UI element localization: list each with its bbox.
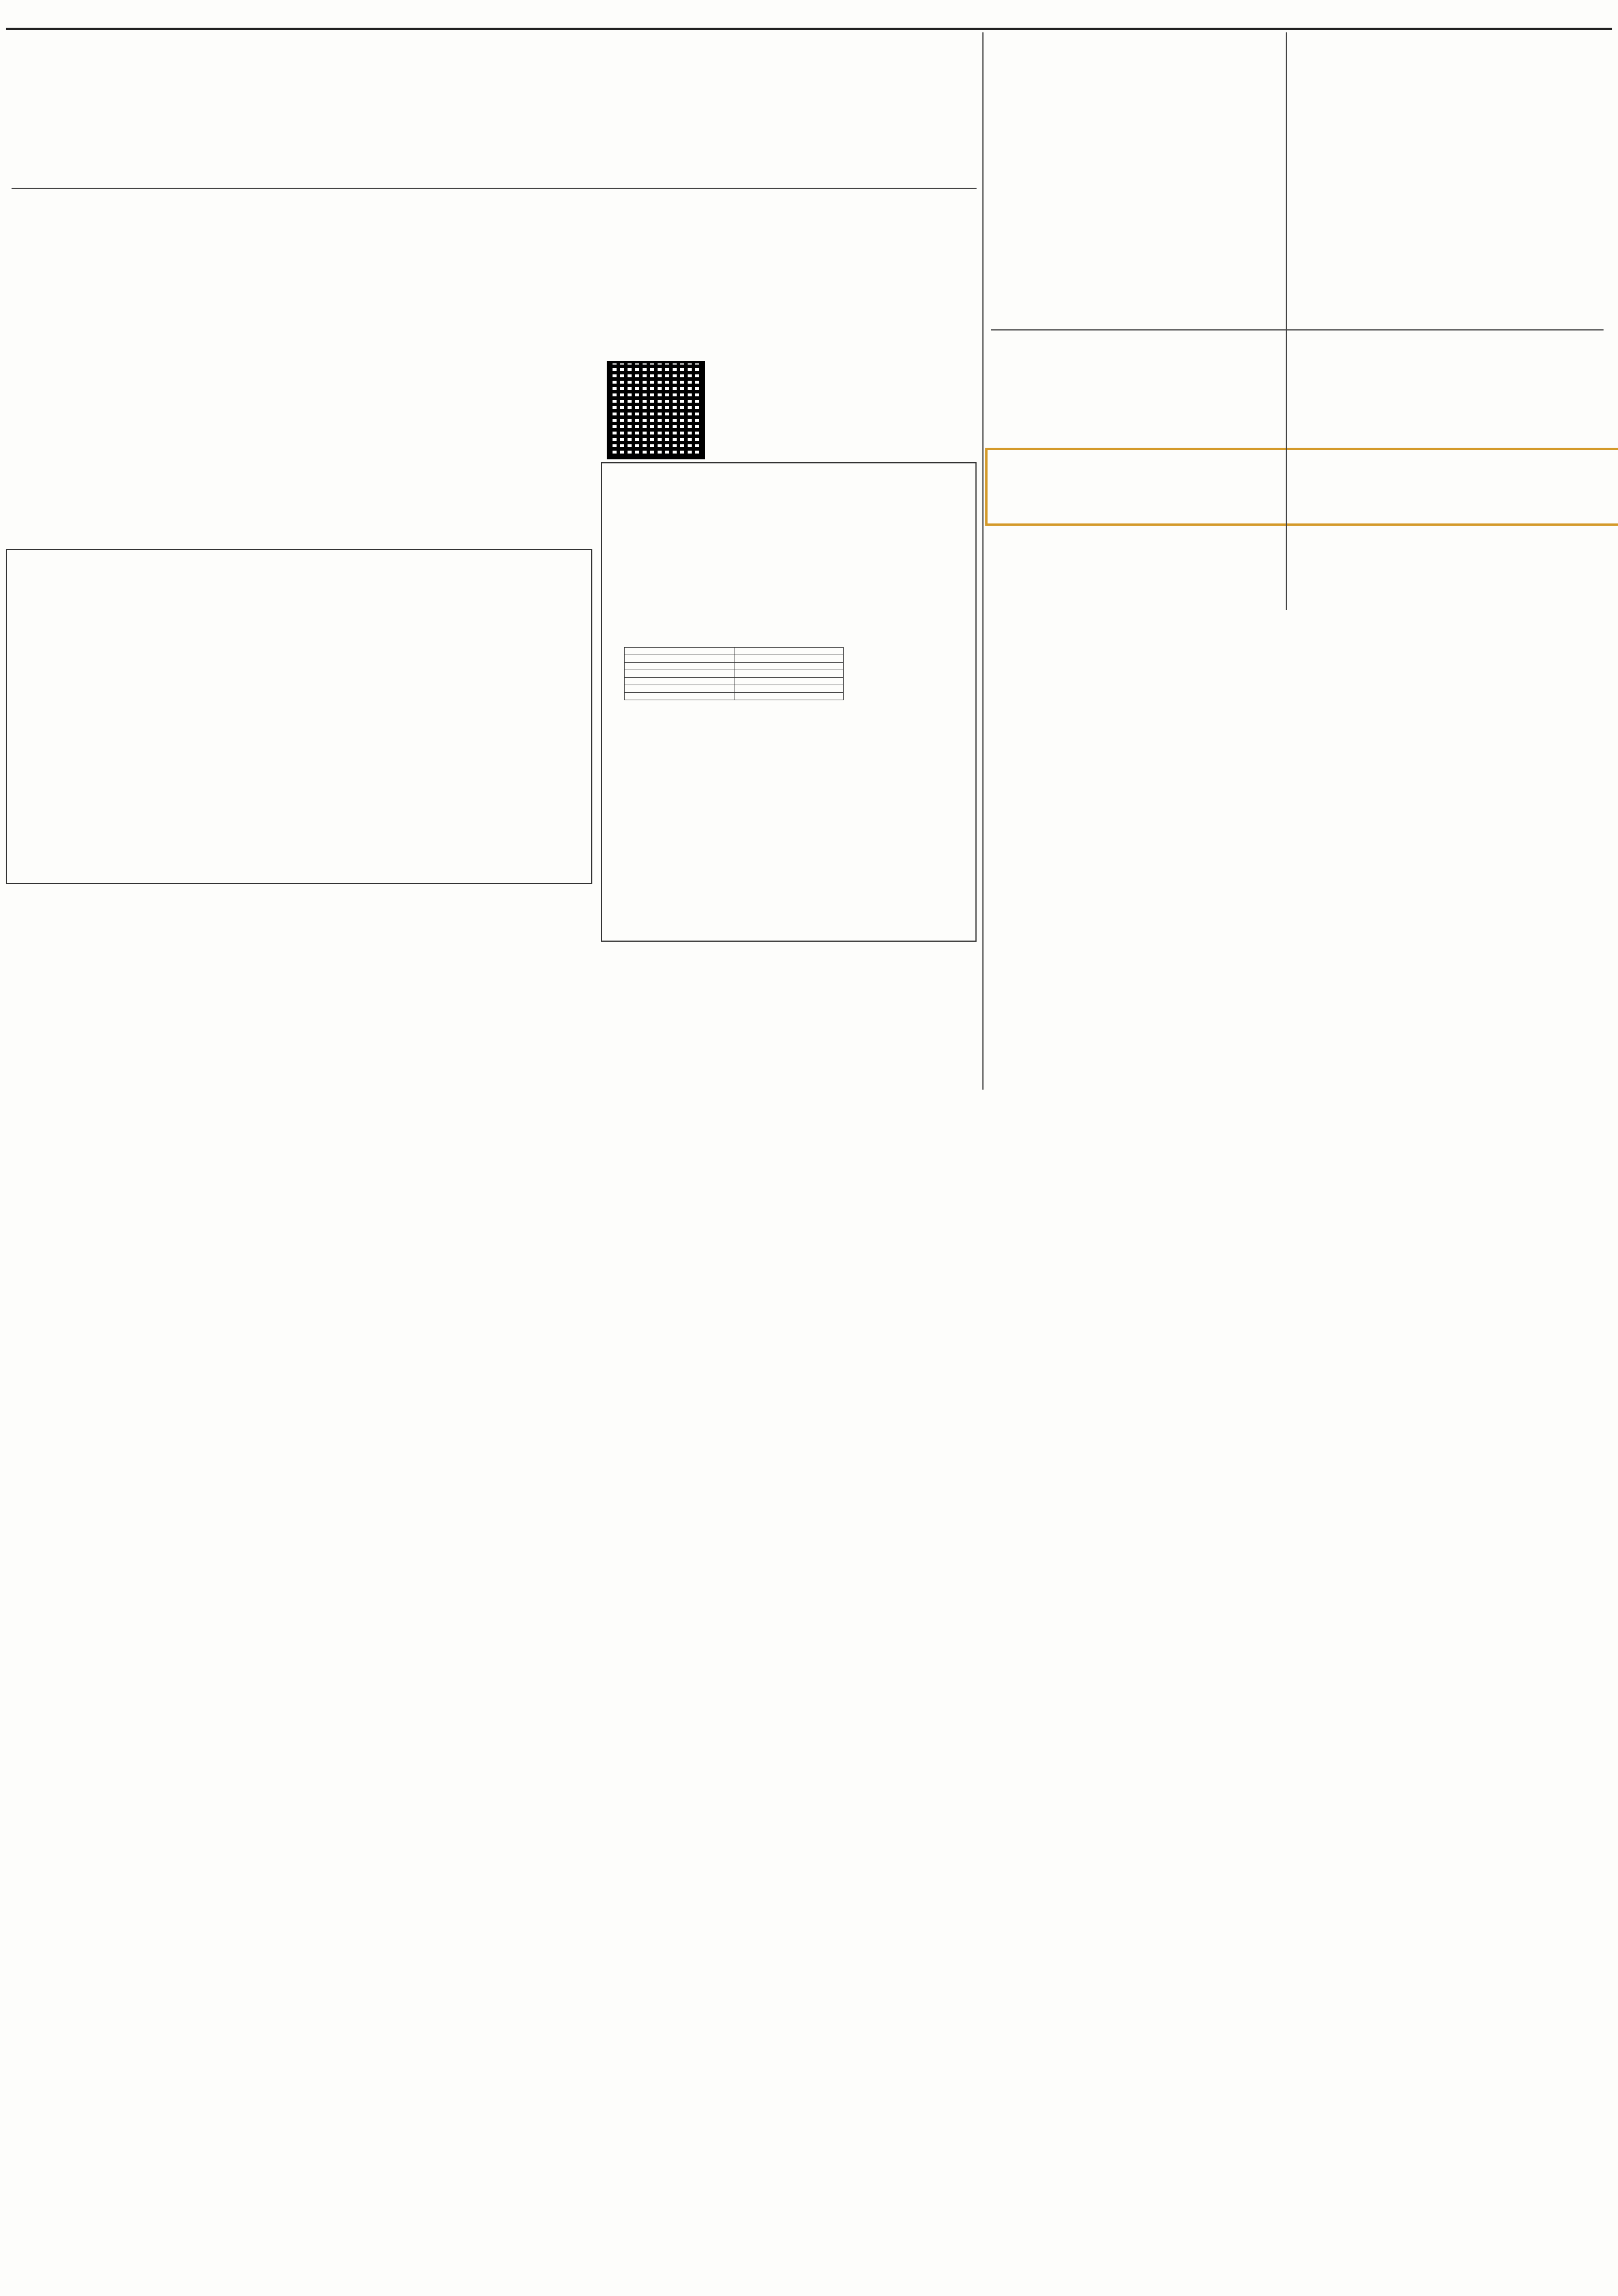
table-cell [734, 655, 844, 663]
qr-code[interactable] [607, 361, 705, 459]
col-divider-2 [1286, 32, 1287, 610]
table-cell [734, 678, 844, 685]
trump-tariff-body [991, 376, 1604, 430]
table-cell [625, 670, 734, 678]
lead-divider [12, 188, 977, 189]
table-cell [625, 693, 734, 700]
table-row [625, 670, 844, 678]
deposit-lead-in [815, 347, 977, 448]
table-row [625, 655, 844, 663]
table-cell [734, 670, 844, 678]
deposit-side-text [855, 474, 971, 930]
header-rule [6, 28, 1612, 30]
ukhullar-body [991, 53, 1598, 325]
minister-body-side [601, 948, 974, 1089]
table-row [625, 693, 844, 700]
deposit-story-body [14, 638, 587, 875]
table-cell [625, 685, 734, 693]
deposit-col-company [625, 648, 734, 655]
col-divider-1 [982, 32, 984, 1090]
table-cell [734, 685, 844, 693]
table-row [625, 685, 844, 693]
table-row [625, 663, 844, 670]
table-cell [734, 663, 844, 670]
minister-body [12, 948, 595, 1089]
table-cell [734, 693, 844, 700]
lead-body [12, 194, 977, 272]
deposit-col-amount [734, 648, 844, 655]
table-cell [625, 678, 734, 685]
india-mea-box [985, 448, 1618, 526]
tariff-divider [991, 329, 1604, 330]
lead-body-2 [12, 347, 589, 543]
deposit-table [624, 647, 844, 700]
table-cell [625, 663, 734, 670]
table-row [625, 678, 844, 685]
table-cell [625, 655, 734, 663]
